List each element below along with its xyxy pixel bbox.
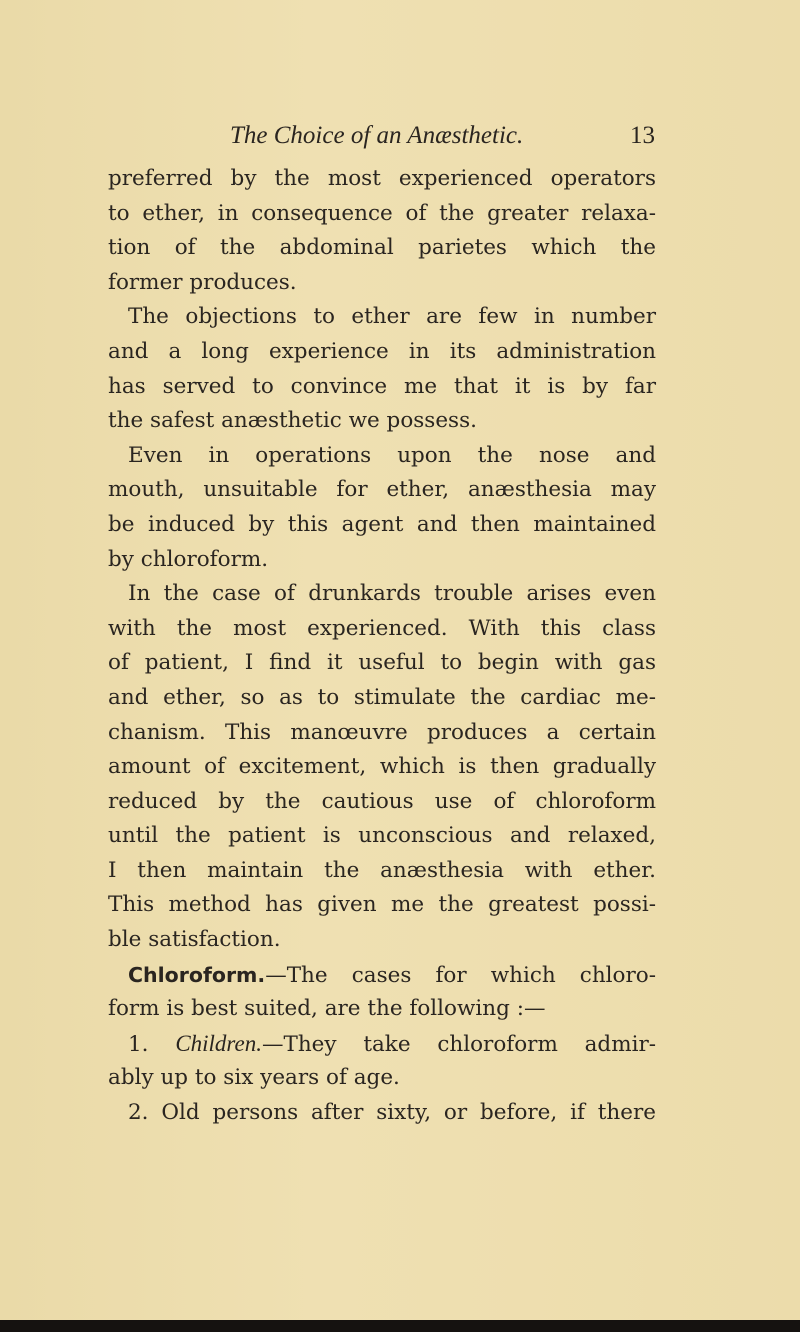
text-line: with the most experienced. With this class [108, 615, 656, 641]
text-line: amount of excitement, which is then gradually [108, 754, 656, 780]
text-line: and ether, so as to stimulate the cardiac me- [108, 684, 656, 710]
text-line: The objections to ether are few in number [128, 304, 656, 330]
text-line: and a long experience in its administration [108, 338, 656, 364]
text-line: to ether, in consequence of the greater relaxa- [108, 200, 656, 226]
text-run: —They take chloroform admir- [262, 1031, 657, 1057]
text-line: chanism. This manœuvre produces a certain [108, 719, 656, 745]
body-text [108, 162, 656, 1131]
text-line: until the patient is unconscious and relaxed, [108, 823, 656, 849]
text-run: —The cases for which chloro- [265, 962, 656, 988]
text-line: tion of the abdominal parietes which the [108, 235, 656, 261]
text-line: former produces. [108, 269, 297, 295]
section-run-in-heading: Chloroform. [128, 962, 266, 987]
chloroform-paragraph-line [108, 958, 656, 993]
text-line: In the case of drunkards trouble arises even [128, 581, 656, 607]
text-line: has served to convince me that it is by far [108, 373, 656, 399]
text-line: of patient, I find it useful to begin with gas [108, 650, 656, 676]
text-line: mouth, unsuitable for ether, anæsthesia may [108, 477, 656, 503]
text-line: by chloroform. [108, 546, 269, 572]
text-line: ble satisfaction. [108, 927, 281, 953]
text-line: reduced by the cautious use of chloroform [108, 788, 656, 814]
text-line: the safest anæsthetic we possess. [108, 408, 477, 434]
text-line: be induced by this agent and then maintained [108, 511, 656, 537]
running-title: The Choice of an Anæsthetic. [230, 122, 524, 149]
list-item-1-line [108, 1027, 656, 1062]
page-bottom-edge [0, 1320, 800, 1332]
list-number: 1. [128, 1031, 149, 1057]
text-line: preferred by the most experienced operators [108, 166, 656, 191]
running-head [108, 118, 655, 154]
text-line: form is best suited, are the following :— [108, 996, 546, 1022]
list-item-label: Children. [175, 1030, 262, 1056]
text-line: I then maintain the anæsthesia with ether. [108, 857, 656, 883]
text-line: Even in operations upon the nose and [128, 442, 656, 468]
page-number: 13 [630, 122, 655, 149]
text-line: This method has given me the greatest possi- [108, 892, 656, 918]
text-line: ably up to six years of age. [108, 1065, 400, 1091]
list-item-2-line: 2. Old persons after sixty, or before, if there [128, 1100, 656, 1126]
